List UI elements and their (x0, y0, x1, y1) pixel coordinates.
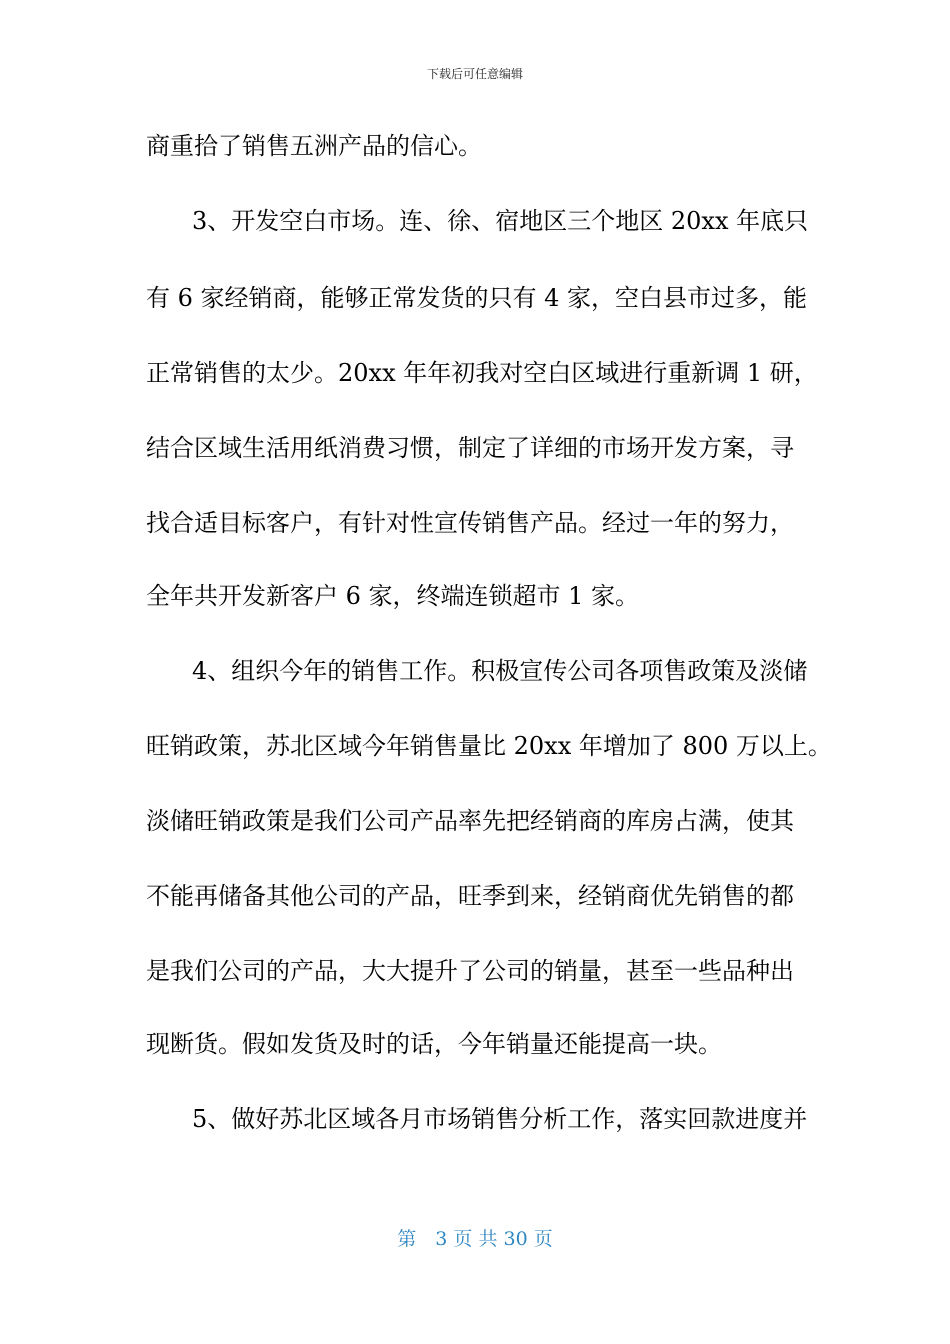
body-line: 全年共开发新客户 6 家，终端连锁超市 1 家。 (146, 582, 640, 610)
body-line: 商重拾了销售五洲产品的信心。 (146, 132, 482, 160)
body-line: 是我们公司的产品，大大提升了公司的销量，甚至一些品种出 (146, 957, 794, 985)
body-line: 淡储旺销政策是我们公司产品率先把经销商的库房占满，使其 (146, 807, 794, 835)
paragraph-start-line: 4、组织今年的销售工作。积极宣传公司各项售政策及淡储 (192, 657, 808, 685)
body-line: 正常销售的太少。20xx 年年初我对空白区域进行重新调 1 研， (146, 359, 818, 387)
paragraph-start-line: 5、做好苏北区域各月市场销售分析工作，落实回款进度并 (192, 1105, 808, 1133)
body-line: 不能再储备其他公司的产品，旺季到来，经销商优先销售的都 (146, 882, 794, 910)
body-line: 找合适目标客户，有针对性宣传销售产品。经过一年的努力， (146, 509, 794, 537)
body-line: 结合区域生活用纸消费习惯，制定了详细的市场开发方案，寻 (146, 434, 794, 462)
body-line: 现断货。假如发货及时的话，今年销量还能提高一块。 (146, 1030, 722, 1058)
page-number-footer: 第 3 页 共 30 页 (397, 1228, 553, 1250)
header-note: 下载后可任意编辑 (426, 67, 523, 81)
body-line: 有 6 家经销商，能够正常发货的只有 4 家，空白县市过多，能 (146, 284, 808, 312)
paragraph-start-line: 3、开发空白市场。连、徐、宿地区三个地区 20xx 年底只 (192, 207, 809, 235)
body-line: 旺销政策，苏北区域今年销售量比 20xx 年增加了 800 万以上。 (146, 732, 832, 760)
